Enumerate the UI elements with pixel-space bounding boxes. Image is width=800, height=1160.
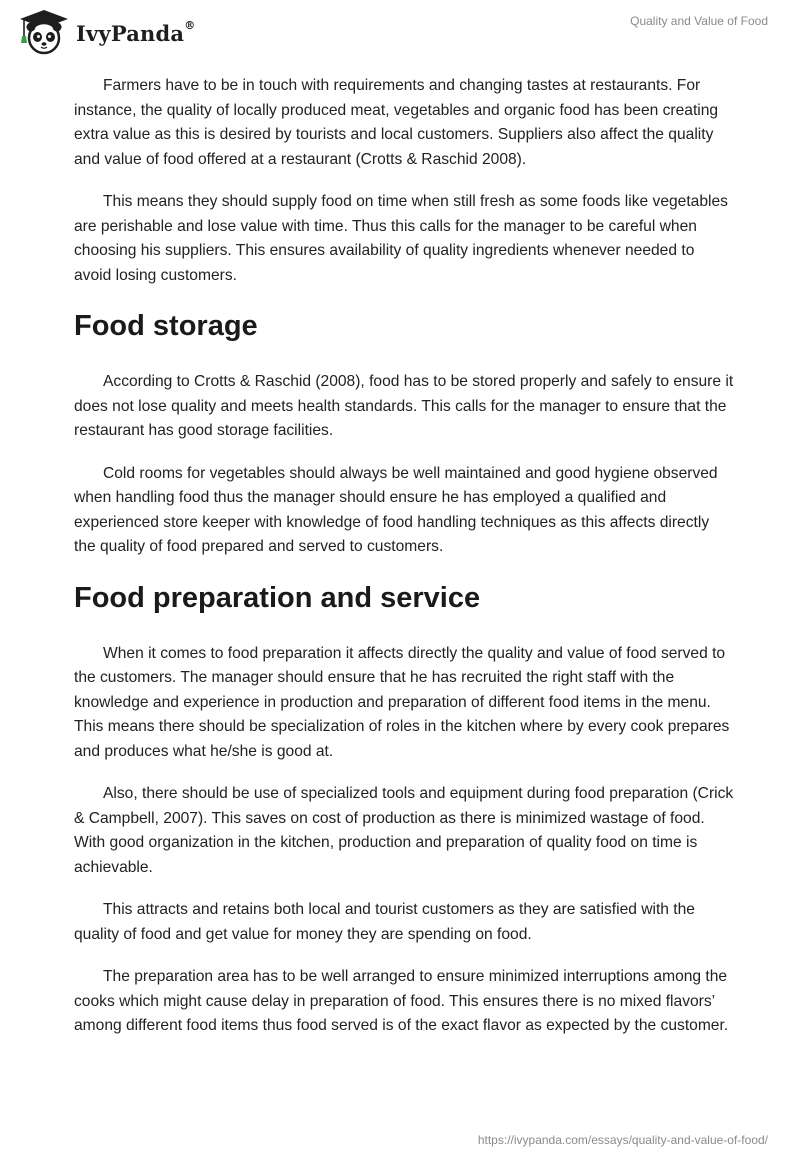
registered-mark: ® <box>184 18 196 32</box>
paragraph: Cold rooms for vegetables should always be well maintained and good hygiene observed when handling food thus the manager should ensure he has employed a qualified and experienced store keeper with knowledge of food handling techniques as this affects directly the quality of food prepared and served to customers. <box>74 464 718 555</box>
panda-graduate-logo-icon <box>16 8 72 56</box>
section-heading-food-storage: Food storage <box>74 310 258 342</box>
paragraph: When it comes to food preparation it affects directly the quality and value of food served to the customers. The manager should ensure that he has recruited the right staff with the knowledge and experience in production and preparation of different food items in the menu. This means there should be specialization of roles in the kitchen where by every cook prepares and produces what he/she is good at. <box>74 644 730 760</box>
paragraph: Also, there should be use of specialized tools and equipment during food preparation (Crick & Campbell, 2007). This saves on cost of production as there is minimized wastage of food. With good organization in the kitchen, production and preparation of quality food on time is achievable. <box>74 785 734 876</box>
document-title: Quality and Value of Food <box>630 14 768 28</box>
paragraph: According to Crotts & Raschid (2008), food has to be stored properly and safely to ensure it does not lose quality and meets health standards. This calls for the manager to ensure that the restaurant has good storage facilities. <box>74 373 734 439</box>
paragraph: The preparation area has to be well arranged to ensure minimized interruptions among the cooks which might cause delay in preparation of food. This ensures there is no mixed flavors’ among different food items thus food served is of the exact flavor as expected by the customer. <box>74 968 729 1034</box>
paragraph: This means they should supply food on time when still fresh as some foods like vegetables are perishable and lose value with time. Thus this calls for the manager to be careful when choosing his suppliers. This ensures availability of quality ingredients whenever needed to avoid losing customers. <box>74 193 728 284</box>
paragraph: Farmers have to be in touch with requirements and changing tastes at restaurants. For instance, the quality of locally produced meat, vegetables and organic food has been creating extra value as this is desired by tourists and local customers. Suppliers also affect the quality and value of food offered at a restaurant (Crotts & Raschid 2008). <box>74 77 719 168</box>
paragraph: This attracts and retains both local and tourist customers as they are satisfied with the quality of food and get value for money they are spending on food. <box>74 901 695 943</box>
essay-content <box>74 74 734 1057</box>
section-heading-food-preparation: Food preparation and service <box>74 581 481 614</box>
page-header <box>0 0 800 64</box>
ivypanda-logo[interactable] <box>16 8 195 56</box>
source-url[interactable]: https://ivypanda.com/essays/quality-and-value-of-food/ <box>477 1133 768 1147</box>
brand-name: IvyPanda® <box>76 18 196 46</box>
